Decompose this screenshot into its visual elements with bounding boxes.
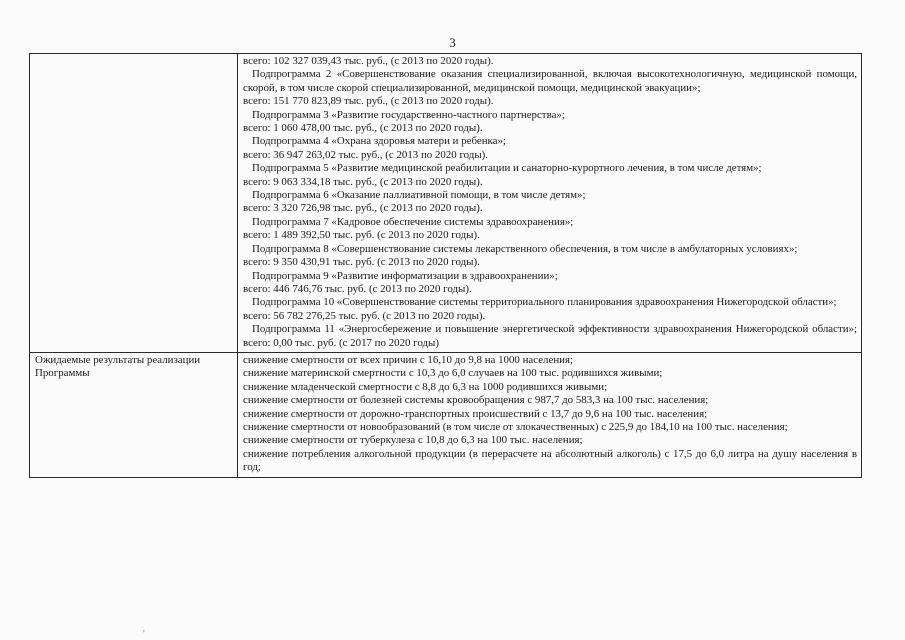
row-label: Ожидаемые результаты реализации Программы <box>35 353 201 380</box>
content-line: всего: 36 947 263,02 тыс. руб., (с 2013 по 2020 годы). <box>243 148 489 161</box>
content-line: всего: 102 327 039,43 тыс. руб., (с 2013 по 2020 годы). <box>243 55 494 67</box>
content-line: Подпрограмма 3 «Развитие государственно-частного партнерства»; <box>252 108 565 121</box>
content-line: снижение смертности от новообразований (в том числе от злокачественных) с 225,9 до 184,10 на 100 тыс. населения; <box>243 420 788 433</box>
row-label-cell <box>30 54 238 353</box>
content-line: снижение смертности от болезней системы кровообращения с 987,7 до 583,3 на 100 тыс. населения; <box>243 394 709 407</box>
content-line: всего: 1 060 478,00 тыс. руб., (с 2013 по 2020 годы). <box>243 122 483 135</box>
content-line: всего: 9 063 334,18 тыс. руб., (с 2013 по 2020 годы). <box>243 175 483 188</box>
content-line: всего: 9 350 430,91 тыс. руб. (с 2013 по 2020 годы). <box>243 256 480 269</box>
content-line: всего: 3 320 726,98 тыс. руб., (с 2013 по 2020 годы). <box>243 202 483 215</box>
content-line: Подпрограмма 6 «Оказание паллиативной помощи, в том числе детям»; <box>252 189 586 202</box>
content-line: Подпрограмма 11 «Энергосбережение и повышение энергетической эффективности здравоохранения Нижегородской области»; всего: 0,00 тыс. руб. (с 2017 по 2020 годы) <box>243 323 857 349</box>
content-line: Подпрограмма 8 «Совершенствование системы лекарственного обеспечения, в том числе в амбулаторных условиях»; <box>252 242 798 255</box>
content-line: Подпрограмма 10 «Совершенствование системы территориального планирования здравоохранения Нижегородской области»; <box>252 296 837 309</box>
table-body <box>30 54 862 478</box>
content-line: всего: 151 770 823,89 тыс. руб., (с 2013 по 2020 годы). <box>243 95 494 108</box>
row-content-cell <box>238 54 862 353</box>
content-line: всего: 1 489 392,50 тыс. руб. (с 2013 по 2020 годы). <box>243 229 480 242</box>
content-line: снижение смертности от туберкулеза с 10,8 до 6,3 на 100 тыс. населения; <box>243 434 583 447</box>
content-line: Подпрограмма 5 «Развитие медицинской реабилитации и санаторно-курортного лечения, в том числе детям»; <box>252 162 762 175</box>
content-line: Подпрограмма 7 «Кадровое обеспечение системы здравоохранения»; <box>252 215 574 228</box>
content-line: всего: 446 746,76 тыс. руб. (с 2013 по 2020 годы). <box>243 282 472 295</box>
row-content-cell <box>238 352 862 477</box>
scan-mark: ' <box>143 629 145 640</box>
program-passport-table <box>29 53 862 478</box>
content-line: снижение смертности от дорожно-транспортных происшествий с 13,7 до 9,6 на 100 тыс. населения; <box>243 407 708 420</box>
content-line: всего: 56 782 276,25 тыс. руб. (с 2013 по 2020 годы). <box>243 309 486 322</box>
content-line: Подпрограмма 2 «Совершенствование оказания специализированной, включая высокотехнологичную, медицинской помощи, скорой, в том числе скорой специализированной, медицинской помощи, медицинской эвакуации»; <box>243 68 857 94</box>
content-line: снижение смертности от всех причин с 16,10 до 9,8 на 1000 населения; <box>243 353 574 366</box>
table-row <box>30 352 862 477</box>
content-line: снижение материнской смертности с 10,3 до 6,0 случаев на 100 тыс. родившихся живыми; <box>243 367 663 380</box>
page-number: 3 <box>449 35 456 50</box>
table-row <box>30 54 862 353</box>
content-line: снижение младенческой смертности с 8,8 до 6,3 на 1000 родившихся живыми; <box>243 380 608 393</box>
content-line: Подпрограмма 4 «Охрана здоровья матери и ребенка»; <box>252 135 506 148</box>
content-line: Подпрограмма 9 «Развитие информатизации в здравоохранении»; <box>252 269 558 282</box>
row-label-cell <box>30 352 238 477</box>
content-line: снижение потребления алкогольной продукции (в перерасчете на абсолютный алкоголь) с 17,5 до 6,0 литра на душу населения в год; <box>243 447 857 474</box>
